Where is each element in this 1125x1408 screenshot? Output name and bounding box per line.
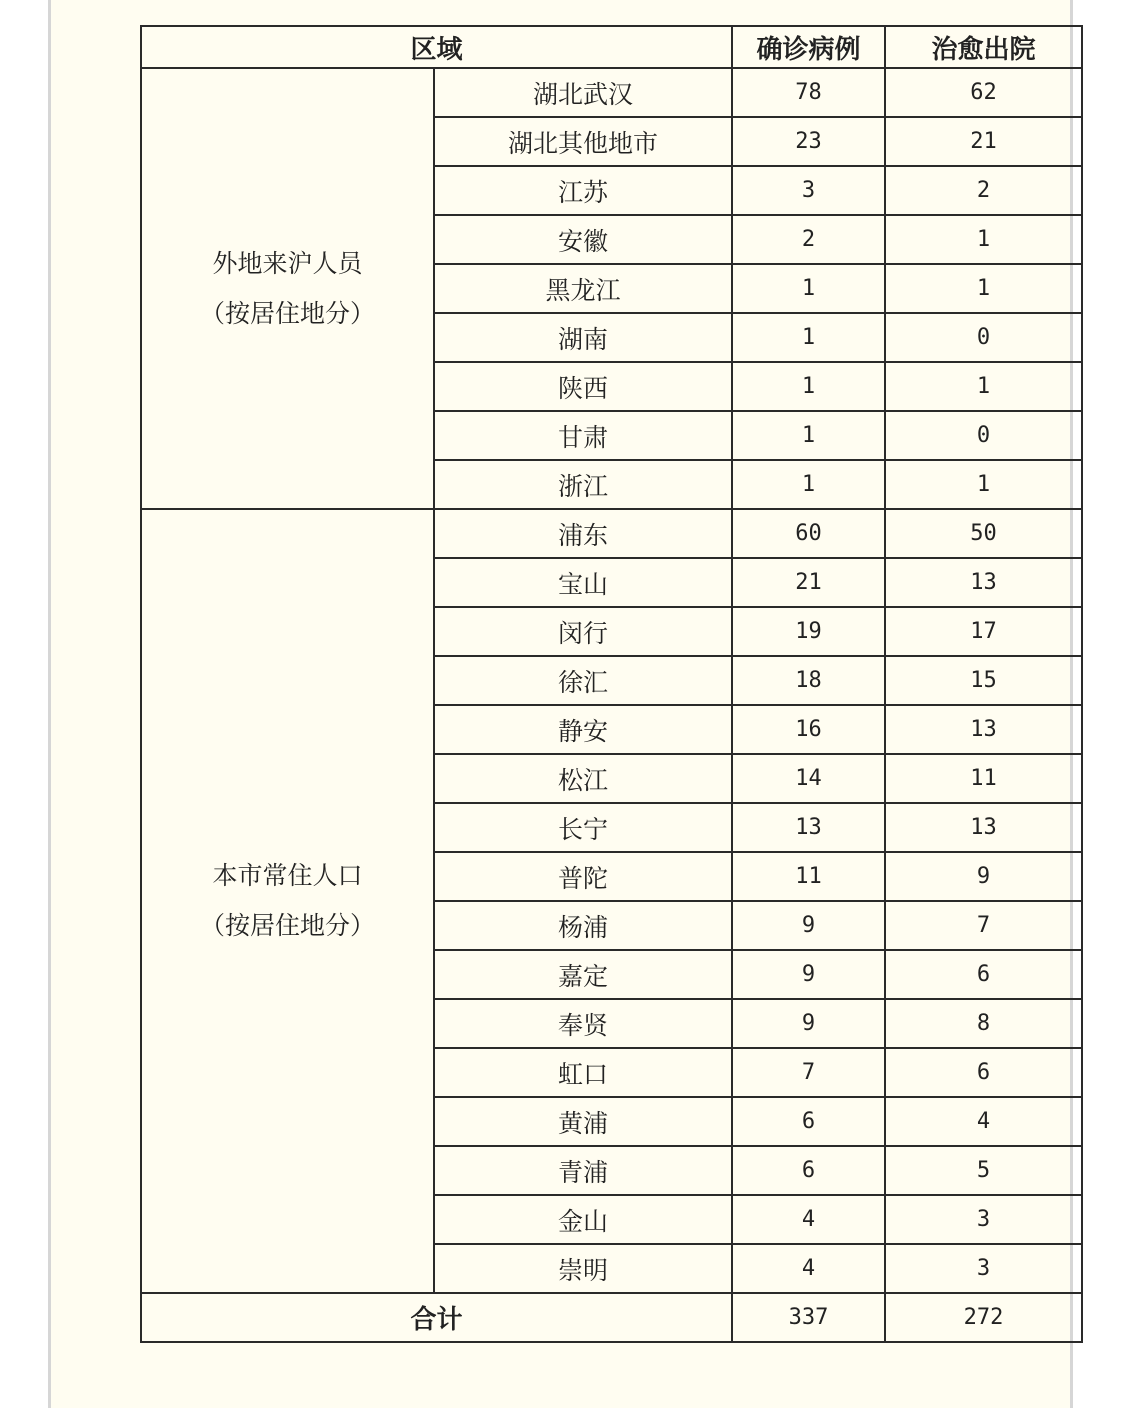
recovered-cell: 15: [885, 656, 1082, 705]
confirmed-cell: 9: [732, 999, 885, 1048]
confirmed-cell: 60: [732, 509, 885, 558]
region-name-cell: 甘肃: [434, 411, 732, 460]
table-row: [141, 68, 1082, 117]
region-name-cell: 闵行: [434, 607, 732, 656]
group-label-line1: 外地来沪人员: [212, 248, 363, 278]
confirmed-cell: 21: [732, 558, 885, 607]
recovered-cell: 17: [885, 607, 1082, 656]
region-name-cell: 黑龙江: [434, 264, 732, 313]
total-row: [141, 1293, 1082, 1342]
region-name-cell: 长宁: [434, 803, 732, 852]
confirmed-cell: 1: [732, 411, 885, 460]
region-name-cell: 湖北武汉: [434, 68, 732, 117]
region-name-cell: 金山: [434, 1195, 732, 1244]
total-label: 合计: [141, 1293, 732, 1342]
recovered-cell: 6: [885, 950, 1082, 999]
total-confirmed: 337: [732, 1293, 885, 1342]
content-panel: [48, 0, 1073, 1408]
confirmed-cell: 14: [732, 754, 885, 803]
case-statistics-table: [140, 25, 1083, 1343]
region-name-cell: 湖北其他地市: [434, 117, 732, 166]
confirmed-cell: 1: [732, 460, 885, 509]
recovered-cell: 50: [885, 509, 1082, 558]
region-name-cell: 青浦: [434, 1146, 732, 1195]
confirmed-cell: 1: [732, 264, 885, 313]
group-label-line1: 本市常住人口: [212, 861, 363, 890]
recovered-cell: 0: [885, 411, 1082, 460]
confirmed-cell: 6: [732, 1146, 885, 1195]
region-name-cell: 徐汇: [434, 656, 732, 705]
recovered-cell: 2: [885, 166, 1082, 215]
confirmed-cell: 1: [732, 362, 885, 411]
confirmed-cell: 19: [732, 607, 885, 656]
recovered-cell: 13: [885, 803, 1082, 852]
region-name-cell: 黄浦: [434, 1097, 732, 1146]
confirmed-cell: 7: [732, 1048, 885, 1097]
confirmed-cell: 4: [732, 1244, 885, 1293]
confirmed-cell: 16: [732, 705, 885, 754]
confirmed-cell: 18: [732, 656, 885, 705]
region-name-cell: 普陀: [434, 852, 732, 901]
confirmed-cell: 9: [732, 950, 885, 999]
confirmed-cell: 3: [732, 166, 885, 215]
confirmed-cell: 4: [732, 1195, 885, 1244]
group-label-line2: （按居住地分）: [199, 298, 375, 328]
recovered-cell: 5: [885, 1146, 1082, 1195]
region-name-cell: 松江: [434, 754, 732, 803]
region-name-cell: 虹口: [434, 1048, 732, 1097]
confirmed-cell: 13: [732, 803, 885, 852]
region-name-cell: 浦东: [434, 509, 732, 558]
region-name-cell: 湖南: [434, 313, 732, 362]
recovered-cell: 13: [885, 558, 1082, 607]
recovered-cell: 62: [885, 68, 1082, 117]
confirmed-cell: 11: [732, 852, 885, 901]
total-recovered: 272: [885, 1293, 1082, 1342]
recovered-cell: 4: [885, 1097, 1082, 1146]
table-row: [141, 509, 1082, 558]
confirmed-cell: 2: [732, 215, 885, 264]
header-region: 区域: [141, 26, 732, 68]
recovered-cell: 9: [885, 852, 1082, 901]
region-name-cell: 崇明: [434, 1244, 732, 1293]
confirmed-cell: 6: [732, 1097, 885, 1146]
header-recovered: 治愈出院: [885, 26, 1082, 68]
region-name-cell: 江苏: [434, 166, 732, 215]
region-name-cell: 安徽: [434, 215, 732, 264]
recovered-cell: 3: [885, 1244, 1082, 1293]
region-name-cell: 浙江: [434, 460, 732, 509]
region-name-cell: 陕西: [434, 362, 732, 411]
recovered-cell: 1: [885, 264, 1082, 313]
recovered-cell: 1: [885, 460, 1082, 509]
confirmed-cell: 23: [732, 117, 885, 166]
confirmed-cell: 9: [732, 901, 885, 950]
recovered-cell: 1: [885, 215, 1082, 264]
recovered-cell: 7: [885, 901, 1082, 950]
recovered-cell: 1: [885, 362, 1082, 411]
region-name-cell: 嘉定: [434, 950, 732, 999]
group-label: [141, 509, 434, 1293]
confirmed-cell: 78: [732, 68, 885, 117]
region-name-cell: 静安: [434, 705, 732, 754]
recovered-cell: 3: [885, 1195, 1082, 1244]
group-label: [141, 68, 434, 509]
header-confirmed: 确诊病例: [732, 26, 885, 68]
region-name-cell: 奉贤: [434, 999, 732, 1048]
recovered-cell: 21: [885, 117, 1082, 166]
region-name-cell: 宝山: [434, 558, 732, 607]
recovered-cell: 0: [885, 313, 1082, 362]
group-label-line2: （按居住地分）: [199, 911, 375, 940]
table-header-row: [141, 26, 1082, 68]
region-name-cell: 杨浦: [434, 901, 732, 950]
recovered-cell: 8: [885, 999, 1082, 1048]
table-body: [141, 68, 1082, 1342]
recovered-cell: 13: [885, 705, 1082, 754]
confirmed-cell: 1: [732, 313, 885, 362]
recovered-cell: 11: [885, 754, 1082, 803]
recovered-cell: 6: [885, 1048, 1082, 1097]
